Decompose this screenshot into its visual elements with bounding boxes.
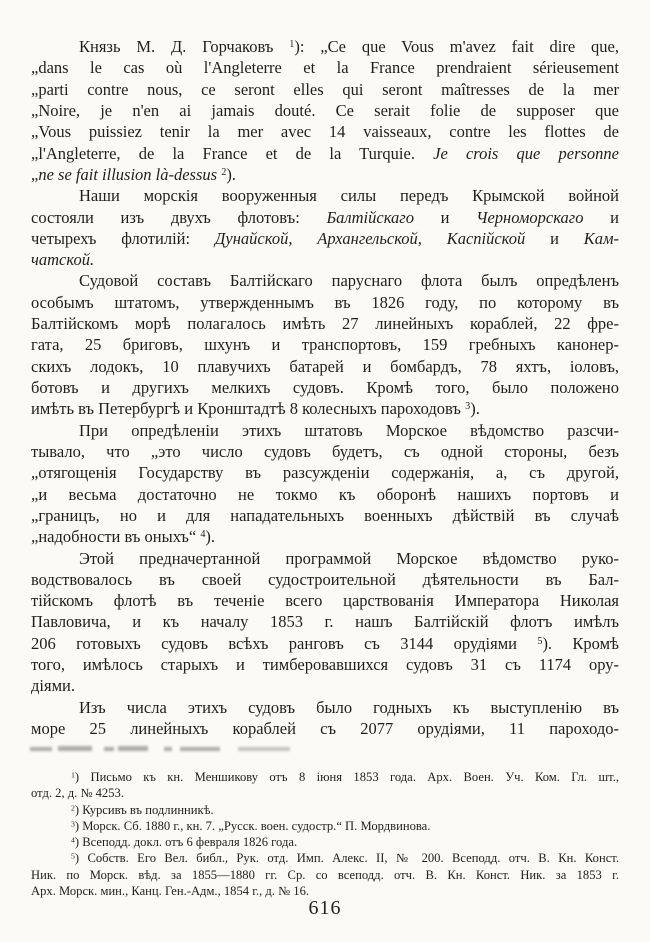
text-segment: особымъ штатомъ, утвержденнымъ въ 1826 году, по которому въ [31,292,619,312]
footnote-marker: 3 [465,401,471,413]
text-segment: ) Курсивъ въ подлинникѣ. [74,802,214,817]
text-segment: Арх. Морск. мин., Канц. Ген.-Адм., 1854 г., д. № 16. [31,884,310,899]
text-line [31,228,619,249]
text-segment: Судовой составъ Балтійскаго паруснаго флота былъ опредѣленъ [79,271,619,291]
text-segment: ) Всеподд. докл. отъ 6 февраля 1826 года. [74,835,298,850]
text-segment: ) Морск. Сб. 1880 г., кн. 7. „Русск. воен. судостр.“ П. Мордвинова. [74,818,431,833]
text-line [31,718,619,739]
text-line [31,185,619,206]
text-line [31,611,619,632]
text-segment: „и весьма достаточно не токмо къ оборонѣ нашихъ портовъ и [31,484,619,504]
text-segment: Павловича, и къ началу 1853 г. нашъ Балтійскій флотъ имѣлъ [31,612,619,632]
text-line [31,867,619,883]
text-segment: „Vous puissiez tenir la mer avec 14 vaisseaux, contre les flottes de [31,122,619,142]
text-segment: ). [470,399,480,419]
smudge-mark [118,746,148,751]
text-segment: „границъ, но и для нападательныхъ военныхъ дѣйствій въ случаѣ [31,505,619,525]
text-segment: четырехъ флотилій: [31,228,215,248]
text-segment: ). [205,527,216,547]
text-line [31,57,619,78]
text-line [31,398,619,419]
text-segment: Этой предначертанной программой Морское вѣдомство руко- [79,548,619,568]
text-line [31,334,619,355]
text-segment: Изъ числа этихъ судовъ было годныхъ къ выступленію въ [79,697,619,717]
text-segment: Дунайской, Архангельской, Каспійской [214,228,526,248]
text-line [31,654,619,675]
text-line [31,164,619,185]
text-line [31,207,619,228]
text-segment: тывало, что „это число судовъ будетъ, съ одной стороны, безъ [31,441,619,461]
page-number: 616 [308,897,342,919]
text-segment: Балтійскаго [326,207,414,227]
text-segment: „отягощенія Государству въ разсужденіи содержанія, а, съ другой, [31,463,619,483]
text-segment: море 25 линейныхъ кораблей съ 2077 орудіями, 11 пароходо- [31,719,619,738]
text-line [31,850,619,866]
text-segment: ботовъ и другихъ мелкихъ судовъ. Кромѣ того, было положено [31,378,619,397]
text-segment: тійскомъ флотѣ въ теченіе всего царствованія Императора Николая [31,591,619,611]
footnote-marker: 5 [71,851,75,861]
text-segment: состояли изъ двухъ флотовъ: [31,207,327,227]
footnote-marker: 1 [289,39,295,51]
text-segment: При опредѣленіи этихъ штатовъ Морское вѣдомство разсчи- [79,420,619,440]
text-segment: ) Собств. Его Вел. библ., Рук. отд. Имп. Алекс. II, № 200. Всеподд. отч. В. Кн. Конст. [74,851,619,866]
footnotes [31,769,619,899]
text-segment: ne se fait illusion là-dessus [38,164,222,184]
text-line [31,802,619,818]
text-line [31,441,619,462]
text-line [31,590,619,611]
text-segment: діями. [31,676,75,696]
text-line [31,420,619,441]
smudge-mark [58,746,92,751]
text-segment: ). Кромѣ [542,633,619,653]
text-segment: имѣть въ Петербургѣ и Кронштадтѣ 8 колесныхъ пароходовъ [31,399,466,419]
text-line [31,121,619,142]
text-segment: ) Письмо къ кн. Меншикову отъ 8 іюня 1853 года. Арх. Воен. Уч. Ком. Гл. шт., [74,770,619,784]
text-segment: скихъ лодокъ, 10 плавучихъ батарей и бомбардъ, 78 яхтъ, іоловъ, [31,356,619,376]
text-line [31,834,619,850]
footnote-marker: 3 [71,819,75,829]
text-line [31,143,619,164]
text-line [31,548,619,569]
text-line [31,569,619,590]
text-segment: Je crois que personne [433,143,619,163]
footnote-marker: 5 [537,635,543,647]
text-line [31,377,619,398]
footnote-marker: 2 [71,802,75,812]
text-line [31,505,619,526]
text-line [31,526,619,547]
text-segment: Князь М. Д. Горчаковъ [79,37,290,56]
text-segment: ): „Ce que Vous m'avez fait dire que, [294,37,619,56]
smudge-mark [30,747,52,751]
text-segment: Черноморскаго [476,207,584,227]
text-line [31,356,619,377]
text-segment: водствовалось въ своей судостроительной дѣятельности въ Бал- [31,569,619,589]
text-segment: 206 готовыхъ судовъ всѣхъ ранговъ съ 3144 орудіями [31,633,538,653]
text-line [31,270,619,291]
text-segment: „Noire, je n'en ai jamais douté. Ce serait folie de supposer que [31,100,619,120]
text-segment: „l'Angleterre, de la France et de la Turquie. [31,143,434,163]
text-segment: Наши морскія вооруженныя силы передъ Крымской войной [79,186,619,206]
text-line [31,484,619,505]
text-segment: „parti contre nous, ce seront elles qui seront maîtresses de la mer [31,79,619,99]
text-line [31,36,619,57]
text-line [31,769,619,785]
footnote-marker: 4 [200,529,206,541]
text-line [31,633,619,654]
text-line [31,292,619,313]
text-line [31,818,619,834]
text-segment: „надобности въ оныхъ“ [31,527,201,547]
text-segment: чатской. [31,250,95,270]
smudge-mark [104,747,114,751]
smudge-mark [180,747,220,751]
smudge-mark [238,747,290,751]
text-line [31,697,619,718]
ink-bleed-smudge [30,744,330,753]
page-text [31,36,619,739]
text-line [31,313,619,334]
text-segment: и [583,207,619,227]
text-segment: Ник. по Морск. вѣд. за 1855—1880 гг. Ср. со всеподд. отч. В. Кн. Конст. Ник. за 1853 г. [31,867,619,882]
text-line [31,79,619,100]
text-line [31,249,619,270]
footnote-marker: 4 [71,835,75,845]
text-segment: „ [31,164,39,184]
text-line [31,785,619,801]
text-segment: Кам- [583,228,619,248]
text-line [31,675,619,696]
text-segment: того, имѣлось старыхъ и тимберовавшихся судовъ 31 съ 1174 ору- [31,655,619,675]
footnote-marker: 1 [71,770,75,780]
smudge-mark [164,747,172,751]
footnote-marker: 2 [221,166,227,178]
text-segment: и [525,228,584,248]
text-segment: гата, 25 бриговъ, шхунъ и транспортовъ, 159 гребныхъ канонер- [31,335,619,355]
text-line [31,462,619,483]
text-segment: Балтійскомъ морѣ полагалось имѣть 27 линейныхъ кораблей, 22 фре- [31,314,619,334]
text-segment: ). [226,164,236,184]
text-segment: и [413,207,477,227]
text-segment: „dans le cas où l'Angleterre et la France prendraient sérieusement [31,58,619,78]
text-line [31,100,619,121]
text-segment: отд. 2, д. № 4253. [31,786,124,801]
